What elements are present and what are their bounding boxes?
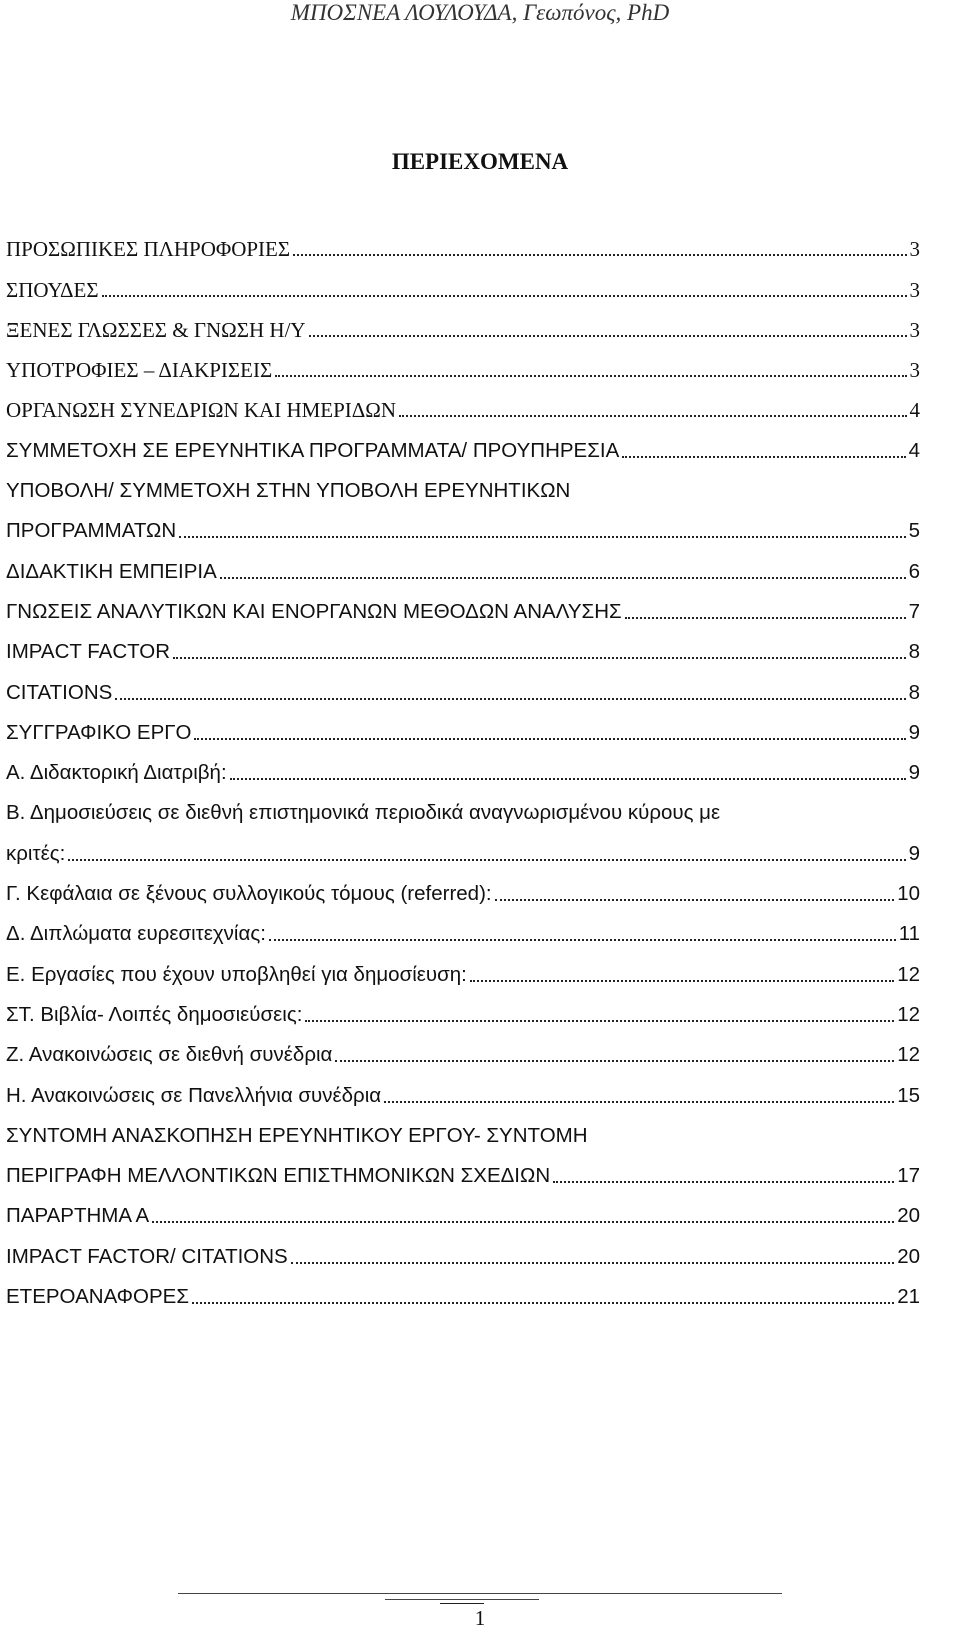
toc-line: [6, 1154, 920, 1194]
toc-entry-title: CITATIONS: [6, 680, 113, 704]
toc-page-number: 6: [908, 559, 920, 583]
dot-leader: [335, 1060, 894, 1062]
toc-line: [6, 1114, 920, 1154]
toc-page-number: 10: [897, 882, 920, 906]
toc-entry[interactable]: [6, 267, 920, 307]
toc-page-number: 8: [908, 680, 920, 704]
toc-entry-title: ΣΤ. Βιβλία- Λοιπές δημοσιεύσεις:: [6, 1002, 303, 1026]
toc-page-number: 9: [908, 841, 920, 865]
dot-leader: [495, 899, 895, 901]
dot-leader: [269, 939, 896, 941]
dot-leader: [305, 1020, 894, 1022]
toc-entry[interactable]: [6, 952, 920, 992]
dot-leader: [179, 536, 905, 538]
toc-line: [6, 993, 920, 1033]
toc-line: [6, 912, 920, 952]
dot-leader: [192, 1302, 894, 1304]
toc-page-number: 12: [897, 1002, 920, 1026]
toc-page-number: 5: [908, 519, 920, 543]
toc-entry-title: Ζ. Ανακοινώσεις σε διεθνή συνέδρια: [6, 1043, 333, 1067]
dot-leader: [173, 657, 906, 659]
toc-line: [6, 308, 920, 348]
toc-entry-title: Δ. Διπλώματα ευρεσιτεχνίας:: [6, 922, 266, 946]
toc-entry-title: ΣΥΓΓΡΑΦΙΚΟ ΕΡΓΟ: [6, 720, 192, 744]
toc-entry[interactable]: [6, 1194, 920, 1234]
toc-line: [6, 1234, 920, 1274]
toc-page-number: 12: [897, 962, 920, 986]
toc-page-number: 9: [908, 761, 920, 785]
toc-line: [6, 348, 920, 388]
toc-entry-title: ΣΠΟΥΔΕΣ: [6, 277, 99, 302]
toc-entry-title: Η. Ανακοινώσεις σε Πανελλήνια συνέδρια: [6, 1083, 382, 1107]
toc-entry-title: ΟΡΓΑΝΩΣΗ ΣΥΝΕΔΡΙΩΝ ΚΑΙ ΗΜΕΡΙΔΩΝ: [6, 398, 397, 423]
toc-entry-title: ΣΥΜΜΕΤΟΧΗ ΣΕ ΕΡΕΥΝΗΤΙΚΑ ΠΡΟΓΡΑΜΜΑΤΑ/ ΠΡΟΥΠΗΡΕΣΙΑ: [6, 438, 620, 462]
toc-line: [6, 711, 920, 751]
toc-entry-title: Γ. Κεφάλαια σε ξένους συλλογικούς τόμους (referred):: [6, 882, 492, 906]
toc-page-number: 4: [908, 438, 920, 462]
toc-entry[interactable]: [6, 1275, 920, 1315]
toc-entry[interactable]: [6, 1234, 920, 1274]
toc-entry[interactable]: [6, 872, 920, 912]
toc-entry[interactable]: [6, 549, 920, 589]
toc-page-number: 9: [908, 720, 920, 744]
toc-entry-title: ΞΕΝΕΣ ΓΛΩΣΣΕΣ & ΓΝΩΣΗ Η/Υ: [6, 317, 306, 342]
toc-line: [6, 590, 920, 630]
toc-line: [6, 428, 920, 468]
dot-leader: [275, 375, 906, 377]
dot-leader: [220, 577, 906, 579]
toc-entry[interactable]: [6, 993, 920, 1033]
toc-entry[interactable]: [6, 1073, 920, 1113]
page-number: 1: [474, 1606, 486, 1630]
dot-leader: [293, 254, 906, 256]
toc-page-number: 3: [909, 317, 920, 342]
footer-rule-accent: [440, 1603, 484, 1604]
toc-entry[interactable]: [6, 590, 920, 630]
dot-leader: [291, 1262, 894, 1264]
dot-leader: [384, 1101, 894, 1103]
toc-page-number: 20: [897, 1204, 920, 1228]
toc-line: [6, 831, 920, 871]
toc-line: [6, 1033, 920, 1073]
toc-page-number: 3: [909, 358, 920, 383]
toc-entry-title: ΕΤΕΡΟΑΝΑΦΟΡΕΣ: [6, 1285, 189, 1309]
table-of-contents: [6, 227, 920, 1315]
dot-leader: [194, 738, 905, 740]
dot-leader: [625, 617, 906, 619]
dot-leader: [102, 295, 907, 297]
toc-entry[interactable]: [6, 469, 920, 550]
toc-line: [6, 509, 920, 549]
toc-page-number: 3: [909, 277, 920, 302]
toc-line: [6, 872, 920, 912]
toc-entry-title: ΥΠΟΒΟΛΗ/ ΣΥΜΜΕΤΟΧΗ ΣΤΗΝ ΥΠΟΒΟΛΗ ΕΡΕΥΝΗΤΙΚΩΝ: [6, 479, 571, 503]
dot-leader: [152, 1221, 894, 1223]
dot-leader: [622, 456, 905, 458]
toc-entry[interactable]: [6, 308, 920, 348]
dot-leader: [115, 698, 905, 700]
toc-entry[interactable]: [6, 791, 920, 872]
toc-line: [6, 267, 920, 307]
toc-page-number: 7: [908, 599, 920, 623]
toc-entry[interactable]: [6, 388, 920, 428]
toc-entry[interactable]: [6, 630, 920, 670]
toc-line: [6, 1194, 920, 1234]
toc-entry-title: IMPACT FACTOR/ CITATIONS: [6, 1244, 288, 1268]
toc-line: [6, 227, 920, 267]
dot-leader: [68, 859, 905, 861]
toc-entry-title: ΠΡΟΣΩΠΙΚΕΣ ΠΛΗΡΟΦΟΡΙΕΣ: [6, 237, 291, 262]
dot-leader: [309, 335, 907, 337]
toc-entry-title: ΠΑΡΑΡΤΗΜΑ Α: [6, 1204, 150, 1228]
toc-entry[interactable]: [6, 912, 920, 952]
toc-entry-title: IMPACT FACTOR: [6, 640, 171, 664]
toc-entry-title: ΣΥΝΤΟΜΗ ΑΝΑΣΚΟΠΗΣΗ ΕΡΕΥΝΗΤΙΚΟΥ ΕΡΓΟΥ- ΣΥΝΤΟΜΗ: [6, 1123, 588, 1147]
toc-line: [6, 791, 920, 831]
toc-line: [6, 549, 920, 589]
dot-leader: [553, 1181, 894, 1183]
toc-page-number: 3: [909, 237, 920, 262]
toc-page-number: 17: [897, 1164, 920, 1188]
toc-entry-title: ΠΕΡΙΓΡΑΦΗ ΜΕΛΛΟΝΤΙΚΩΝ ΕΠΙΣΤΗΜΟΝΙΚΩΝ ΣΧΕΔΙΩΝ: [6, 1164, 551, 1188]
toc-entry[interactable]: [6, 348, 920, 388]
toc-entry-title: κριτές:: [6, 841, 66, 865]
toc-entry[interactable]: [6, 670, 920, 710]
footer-rule: [178, 1593, 782, 1594]
toc-line: [6, 952, 920, 992]
running-header: ΜΠΟΣΝΕΑ ΛΟΥΛΟΥΔΑ, Γεωπόνος, PhD: [290, 0, 670, 25]
toc-entry[interactable]: [6, 1033, 920, 1073]
toc-entry-title: ΠΡΟΓΡΑΜΜΑΤΩΝ: [6, 519, 177, 543]
toc-page-number: 8: [908, 640, 920, 664]
dot-leader: [230, 778, 906, 780]
dot-leader: [470, 980, 894, 982]
document-title: ΠΕΡΙΕΧΟΜΕΝΑ: [391, 149, 569, 174]
toc-line: [6, 670, 920, 710]
toc-line: [6, 751, 920, 791]
toc-entry[interactable]: [6, 711, 920, 751]
toc-entry[interactable]: [6, 751, 920, 791]
toc-line: [6, 469, 920, 509]
toc-page-number: 4: [909, 398, 920, 423]
toc-line: [6, 630, 920, 670]
toc-page-number: 12: [897, 1043, 920, 1067]
toc-entry-title: ΥΠΟΤΡΟΦΙΕΣ – ΔΙΑΚΡΙΣΕΙΣ: [6, 358, 273, 383]
toc-entry[interactable]: [6, 227, 920, 267]
toc-entry-title: ΓΝΩΣΕΙΣ ΑΝΑΛΥΤΙΚΩΝ ΚΑΙ ΕΝΟΡΓΑΝΩΝ ΜΕΘΟΔΩΝ ΑΝΑΛΥΣΗΣ: [6, 599, 622, 623]
footer-rule-short: [385, 1599, 539, 1600]
toc-entry-title: ΔΙΔΑΚΤΙΚΗ ΕΜΠΕΙΡΙΑ: [6, 559, 217, 583]
toc-entry-title: Α. Διδακτορική Διατριβή:: [6, 761, 227, 785]
toc-line: [6, 388, 920, 428]
dot-leader: [399, 415, 906, 417]
toc-entry[interactable]: [6, 1114, 920, 1195]
toc-page-number: 20: [897, 1244, 920, 1268]
toc-page-number: 11: [898, 922, 920, 946]
toc-page-number: 15: [897, 1083, 920, 1107]
toc-line: [6, 1073, 920, 1113]
toc-entry-title: Ε. Εργασίες που έχουν υποβληθεί για δημοσίευση:: [6, 962, 467, 986]
toc-entry-title: Β. Δημοσιεύσεις σε διεθνή επιστημονικά περιοδικά αναγνωρισμένου κύρους με: [6, 801, 721, 825]
toc-line: [6, 1275, 920, 1315]
toc-page-number: 21: [897, 1285, 920, 1309]
toc-entry[interactable]: [6, 428, 920, 468]
